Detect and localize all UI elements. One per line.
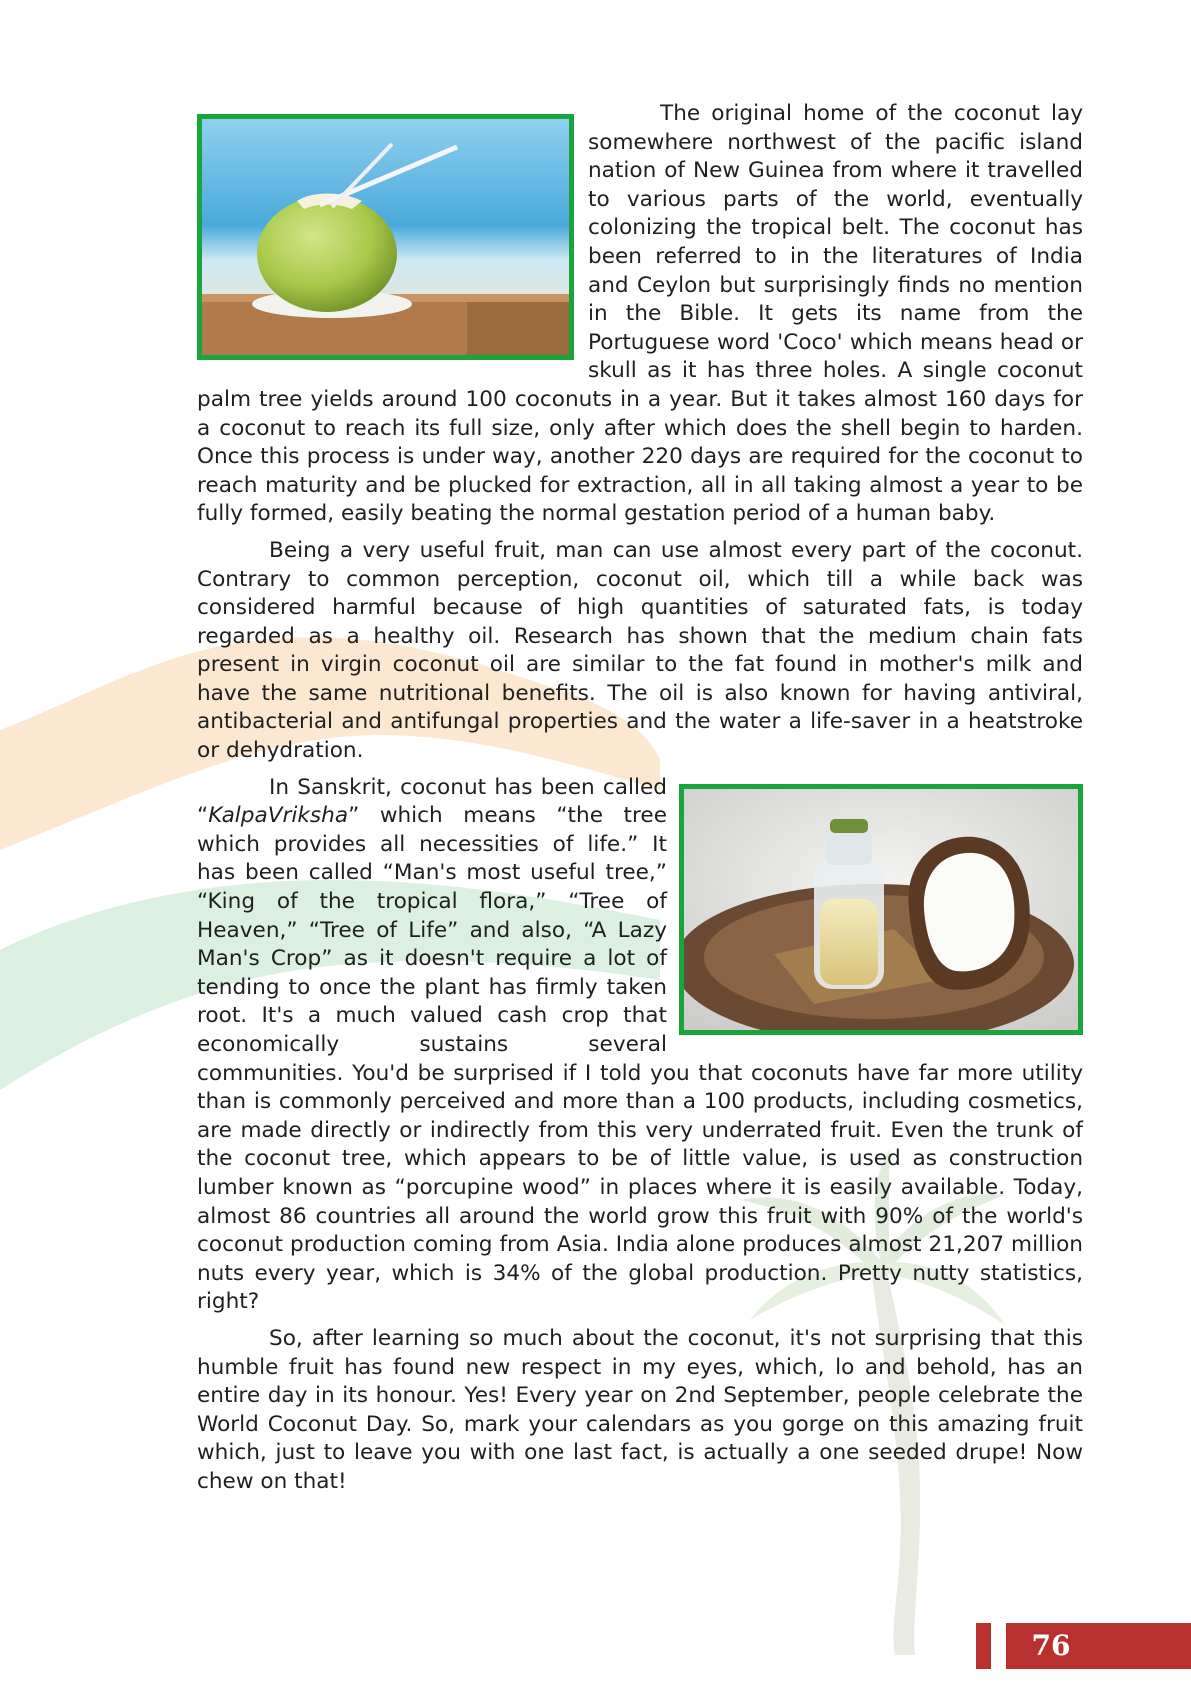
paragraph-world-coconut-day: So, after learning so much about the coconut, it's not surprising that this humble fruit has found new respect in my eyes, which, lo and behold, has an entire day in its honour. Yes! Every year on 2nd September, people celebrate the World Coconut Day. So, mark your calendars as you gorge on this amazing fruit which, just to leave you with one last fact, is actually a one seeded drupe! Now chew on that! bbox=[197, 1325, 1083, 1494]
page-bar-marker bbox=[976, 1623, 991, 1669]
paragraph-uses: Being a very useful fruit, man can use almost every part of the coconut. Contrary to common perception, coconut oil, which till a while back was considered harmful because of high quantities of saturated fats, is today regarded as a healthy oil. Research has shown that the medium chain fats present in virgin coconut oil are similar to the fat found in mother's milk and have the same nutritional benefits. The oil is also known for having antiviral, antibacterial and antifungal properties and the water a life-saver in a heatstroke or dehydration. bbox=[197, 537, 1083, 764]
sanskrit-text-before: In Sanskrit, coconut has been called “ bbox=[197, 774, 667, 829]
kalpavriksha-term: KalpaVriksha bbox=[208, 803, 349, 829]
coconut-oil-photo bbox=[679, 784, 1083, 1035]
article-body bbox=[197, 100, 1083, 1505]
page-number-bar bbox=[0, 1623, 1191, 1669]
paragraph-origin: The original home of the coconut lay somewhere northwest of the pacific island nation of New Guinea from where it travelled to various parts of the world, eventually colonizing the tropical belt. The coconut has been referred to in the literatures of India and Ceylon but surprisingly finds no mention in the Bible. It gets its name from the Portuguese word 'Coco' which means head or skull as it has three holes. A single coconut palm tree yields around 100 coconuts in a year. But it takes almost 160 days for a coconut to reach its full size, only after which does the shell begin to harden. Once this process is under way, another 220 days are required for the coconut to reach maturity and be plucked for extraction, all in all taking almost a year to be fully formed, easily beating the normal gestation period of a human baby. bbox=[197, 101, 1083, 527]
sanskrit-text-after: ” which means “the tree which provides all necessities of life.” It has been called “Man's most useful tree,” “King of the tropical flora,” “Tree of Heaven,” “Tree of Life” and also, “A Lazy Man's Crop” as it doesn't require a lot of tending to once the plant has firmly taken root. It's a much valued cash crop that economically sustains several communities. You'd be surprised if I told you that coconuts have far more utility than is commonly perceived and more than a 100 products, including cosmetics, are made directly or indirectly from this very underrated fruit. Even the trunk of the coconut tree, which appears to be of little value, is used as construction lumber known as “porcupine wood” in places where it is easily available. Today, almost 86 countries all around the world grow this fruit with 90% of the world's coconut production coming from Asia. India alone produces almost 21,207 million nuts every year, which is 34% of the global production. Pretty nutty statistics, right? bbox=[197, 803, 1083, 1315]
page-number: 76 bbox=[1031, 1629, 1071, 1662]
coconut-drink-photo bbox=[197, 114, 574, 360]
